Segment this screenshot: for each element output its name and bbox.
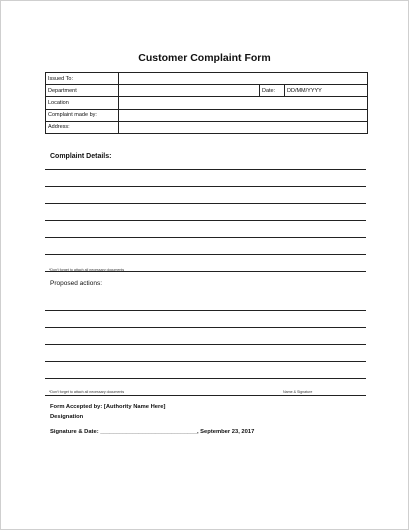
row-address [46,121,368,133]
writing-line[interactable] [45,170,366,187]
location-label: Location [46,97,119,109]
writing-line[interactable] [45,238,366,255]
location-field[interactable] [119,97,368,109]
complaint-details-heading: Complaint Details: [50,153,112,160]
writing-line[interactable] [45,311,366,328]
writing-line[interactable] [45,294,366,311]
writing-line[interactable] [45,345,366,362]
date-field[interactable]: DD/MM/YYYY [285,85,368,97]
row-location [46,97,368,109]
address-field[interactable] [119,121,368,133]
writing-line[interactable] [45,153,366,170]
writing-line[interactable] [45,187,366,204]
proposed-attach-note: *Don't forget to attach all necessary documents [49,390,125,394]
address-label: Address: [46,121,119,133]
signature-date: Signature & Date: ______________________________, September 23, 2017 [50,429,255,435]
info-table [45,72,368,134]
complaint-made-by-label: Complaint made by: [46,109,119,121]
writing-line[interactable] [45,204,366,221]
name-signature-caption: Name & Signature [283,390,313,394]
department-label: Department [46,85,119,97]
proposed-actions-heading: Proposed actions: [50,280,103,287]
date-label: Date: [260,85,285,97]
writing-line[interactable] [45,221,366,238]
issued-to-label: Issued To: [46,73,119,85]
row-issued-to [46,73,368,85]
row-department [46,85,368,97]
row-complaint-made-by [46,109,368,121]
writing-line[interactable] [45,362,366,379]
complaint-made-by-field[interactable] [119,109,368,121]
page-title: Customer Complaint Form [138,52,271,64]
issued-to-field[interactable] [119,73,368,85]
department-field[interactable] [119,85,260,97]
designation-label: Designation [50,414,84,420]
proposed-actions-lines[interactable] [45,294,366,396]
complaint-details-lines[interactable] [45,153,366,272]
writing-line[interactable] [45,328,366,345]
form-accepted-by: Form Accepted by: [Authority Name Here] [50,404,166,410]
complaint-attach-note: *Don't forget to attach all necessary documents [49,268,125,272]
